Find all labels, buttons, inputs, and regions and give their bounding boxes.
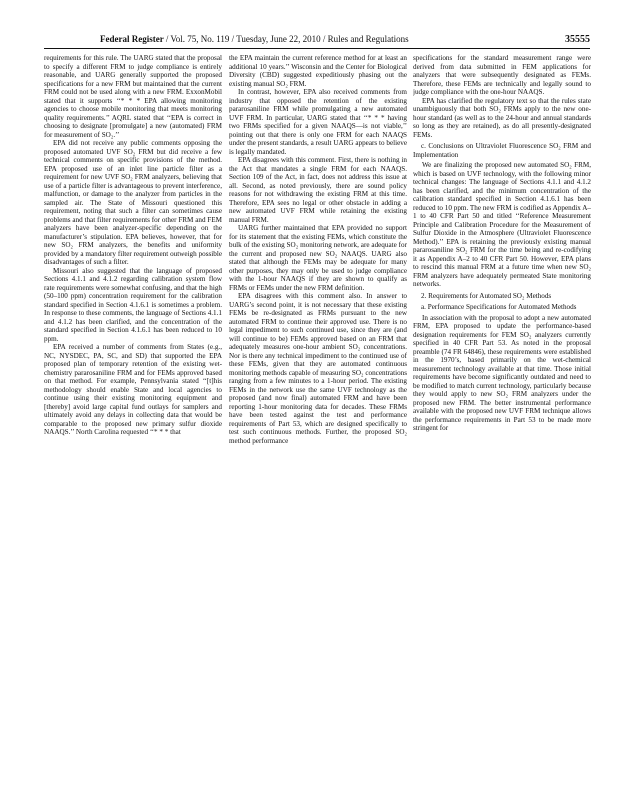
journal-title: Federal Register	[100, 34, 164, 44]
paragraph: EPA has clarified the regulatory text so that the rules state unambiguously that both SO₂ FRMs apply to the new one-hour standard (as well as to the 24-hour and annual standards so long as they are retained), as do all presently-designated FEMs.	[413, 96, 591, 139]
paragraph: UARG further maintained that EPA provided no support for its statement that the existing FEMs, which constitute the bulk of the existing SO₂ monitoring network, are adequate for the current and proposed new SO₂ NAAQS. UARG also stated that although the FEMs may be adequate for many other purposes, they may only be used to judge compliance with the 1-hour NAAQS if they are shown to qualify as FRMs or FEMs under the new FRM definition.	[229, 224, 407, 292]
running-head	[100, 34, 409, 44]
paragraph: EPA disagrees with this comment. First, there is nothing in the Act that mandates a single FRM for each NAAQS. Section 109 of the Act, in fact, does not address this issue at all. Second, as noted previously, there are sound policy reasons for not withdrawing the existing FRM at this time. Therefore, EPA sees no legal or other obstacle in adding a new automated UVF FRM while retaining the existing manual FRM.	[229, 156, 407, 224]
paragraph: In association with the proposal to adopt a new automated FRM, EPA proposed to update the performance-based designation requirements for FEM SO₂ analyzers currently specified in 40 CFR Part 53. As noted in the proposal preamble (74 FR 64846), these requirements were established in the 1970’s, based primarily on the wet-chemical measurement technology available at that time. Those initial requirements have become significantly outdated and need to be modified to match current technology, particularly because they would apply to new SO₂ FRM analyzers under the proposed new FRM. The better instrumental performance available with the proposed new UVF FRM technique allows the performance requirements in Part 53 to be made more stringent for	[413, 313, 591, 432]
paragraph: EPA did not receive any public comments opposing the proposed automated UVF SO₂ FRM but did receive a few technical comments on specific provisions of the method. EPA proposed use of an inlet line particle filter as a requirement for new UVF SO₂ FRM analyzers, believing that use of a particle filter is advantageous to prevent interference, malfunction, or damage to the analyzer from particles in the sampled air. The State of Missouri questioned this requirement, noting that such a filter can sometimes cause problems and that filter requirements for other FRM and FEM analyzers have been analyzer-specific depending on the manufacturer’s stipulation. EPA believes, however, that for new SO₂ FRM analyzers, the benefits and uniformity provided by a mandatory filter requirement outweigh possible disadvantages of such a filter.	[44, 139, 222, 266]
text-column-1	[44, 54, 222, 788]
paragraph: specifications for the standard measurement range were derived from data submitted in FEM applications for analyzers that were subsequently designated as FEMs. Therefore, these FEMs are technically and legally sound to judge compliance with the one-hour NAAQS.	[413, 54, 591, 96]
issue-info: / Vol. 75, No. 119 / Tuesday, June 22, 2010 / Rules and Regulations	[165, 34, 409, 44]
paragraph: Missouri also suggested that the language of proposed Sections 4.1.1 and 4.1.2 regarding calibration system flow rate requirements were somewhat confusing, and that the high (50–100 ppm) concentration requirement for the calibration standard specified in Section 4.1.6.1 is sometimes a problem. In response to these comments, the language of Sections 4.1.1 and 4.1.2 has been clarified, and the concentration of the standard specified in Section 4.1.6.1 has been reduced to 10 ppm.	[44, 266, 222, 343]
paragraph: We are finalizing the proposed new automated SO₂ FRM, which is based on UVF technology, with the following minor technical changes: The language of Sections 4.1.1 and 4.1.2 has been clarified, and the minimum concentration of the calibration standard specified in Section 4.1.6.1 has been reduced to 10 ppm. The new FRM is codified as Appendix A–1 to 40 CFR Part 50 and titled ‘‘Reference Measurement Principle and Calibration Procedure for the Measurement of Sulfur Dioxide in the Atmosphere (Ultraviolet Fluorescence Method).’’ EPA is retaining the previously existing manual pararosaniline SO₂ FRM for the time being and re-codifying it as Appendix A–2 to 40 CFR Part 50. However, EPA plans to rescind this manual FRM at a future time when new SO₂ FRM analyzers have adequately permeated State monitoring networks.	[413, 161, 591, 288]
page-header	[44, 34, 590, 48]
text-column-3	[413, 54, 591, 788]
section-heading: a. Performance Specifications for Automated Methods	[421, 303, 577, 311]
paragraph: EPA received a number of comments from States (e.g., NC, NYSDEC, PA, SC, and SD) that supported the EPA proposed plan of temporary retention of the existing wet-chemistry pararosaniline FRM and for FEMs approved based on that method. For example, Pennsylvania stated ‘‘[t]his methodology should enable State and local agencies to continue using their existing monitoring equipment and [thereby] avoid large capital fund outlays for samplers and ultimately avoid any delays in collecting data that would be comparable to the proposed new primary sulfur dioxide NAAQS.’’ North Carolina requested ‘‘* * * that	[44, 343, 222, 436]
page-number: 35555	[565, 34, 590, 45]
paragraph: In contrast, however, EPA also received comments from industry that opposed the retention of the existing pararosaniline FRM while promulgating a new automated UVF FRM. In particular, UARG stated that ‘‘* * * having two FRMs specified for a given NAAQS—is not viable,’’ pointing out that there is only one FRM for each NAAQS under the present standards, a result UARG appears to believe is legally mandated.	[229, 88, 407, 156]
section-heading: c. Conclusions on Ultraviolet Fluorescence SO₂ FRM and Implementation	[413, 142, 591, 159]
section-heading: 2. Requirements for Automated SO₂ Methods	[421, 291, 552, 300]
paragraph: EPA disagrees with this comment also. In answer to UARG’s second point, it is not necessary that these existing FEMs be re-designated as FRMs pursuant to the new automated FRM to continue their approved use. There is no legal impediment to such continued use, since they are (and will continue to be) FEMs approved based on an FRM that adequately measures one-hour ambient SO₂ concentrations. Nor is there any technical impediment to the continued use of these FEMs, given that they are automated continuous monitoring methods capable of measuring SO₂ concentrations ranging from a few minutes to a 1-hour period. The existing FEMs in the network use the same UVF technology as the proposed (and now final) automated FRM and have been reporting 1-hour monitoring data for decades. These FRMs have been tested against the test and performance requirements of Part 53, which are designed specifically to test such continuous methods. Further, the proposed SO₂ method performance	[229, 292, 407, 445]
header-rule	[44, 48, 590, 49]
paragraph: the EPA maintain the current reference method for at least an additional 10 years.’’ Wisconsin and the Center for Biological Diversity (CBD) suggested expeditiously phasing out the existing manual SO₂ FRM.	[229, 54, 407, 88]
text-column-2	[229, 54, 407, 788]
paragraph: requirements for this rule. The UARG stated that the proposal to specify a different FRM to judge compliance is entirely reasonable, and UARG generally supported the proposed specifications for a new FRM but maintained that the current FRM could not be used along with a new FRM. ExxonMobil stated that it supports ‘‘* * * EPA allowing monitoring agencies to choose mobile monitoring that meets monitoring quality requirements.’’ AQRL stated that ‘‘EPA is correct in choosing to designate [promulgate] a new (automated) FRM for measurement of SO₂.’’	[44, 54, 222, 139]
